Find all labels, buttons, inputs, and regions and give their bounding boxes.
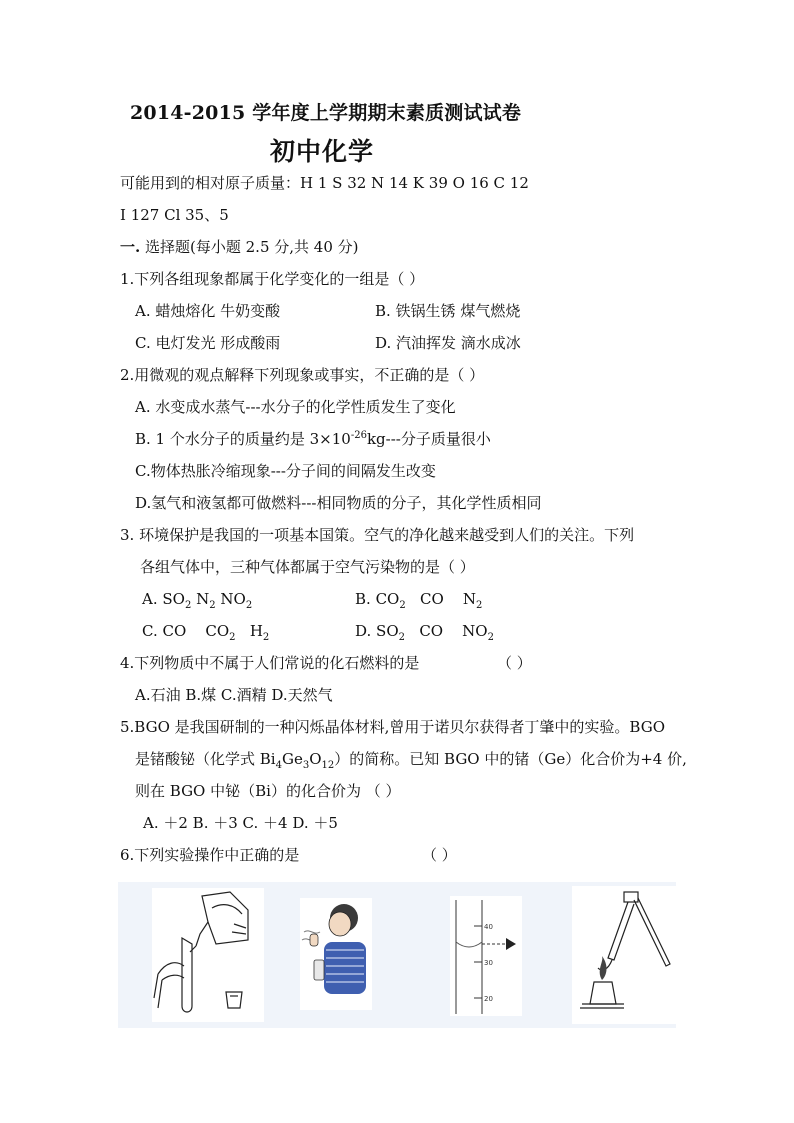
q3-b-label: B. — [355, 590, 371, 608]
q4-stem: 4.下列物质中不属于人们常说的化石燃料的是 — [120, 654, 420, 672]
q3-b-sub-3: 2 — [476, 600, 483, 611]
q3-c-formula-2: CO — [205, 622, 230, 640]
q3-d-sub-1: 2 — [398, 632, 405, 643]
q1-stem: 1.下列各组现象都属于化学变化的一组是（ ） — [120, 270, 425, 288]
q2-option-a: A. 水变成水蒸气---水分子的化学性质发生了变化 — [135, 398, 456, 416]
q3-option-d — [355, 622, 494, 643]
q5-ge: Ge — [281, 750, 303, 768]
q6-figure-strip — [118, 882, 676, 1028]
q3-c-formula-1: CO — [162, 622, 187, 640]
q6-answer-paren: （ ） — [422, 846, 457, 864]
q3-d-formula-1: SO — [376, 622, 399, 640]
q3-option-c — [142, 622, 269, 643]
q5-sub-o: 12 — [321, 760, 335, 771]
q3-d-formula-3: NO — [462, 622, 488, 640]
q2-option-b-text: B. 1 个水分子的质量约是 3×10 — [135, 430, 351, 448]
q3-d-sub-3: 2 — [487, 632, 494, 643]
q3-b-sub-1: 2 — [399, 600, 406, 611]
q3-a-formula-2: N — [196, 590, 210, 608]
q2-option-d: D.氢气和液氢都可做燃料---相同物质的分子，其化学性质相同 — [135, 494, 542, 512]
q1-option-b: B. 铁锅生锈 煤气燃烧 — [375, 302, 521, 320]
figure-heating-tube — [572, 886, 676, 1024]
q2-option-b-rest: kg---分子质量很小 — [366, 430, 491, 448]
q3-option-a — [142, 590, 252, 611]
q4-answer-paren: （ ） — [497, 654, 532, 672]
q3-a-sub-3: 2 — [245, 600, 253, 611]
q3-option-b — [355, 590, 482, 611]
q2-exponent: -26 — [350, 430, 367, 441]
q6-stem: 6.下列实验操作中正确的是 — [120, 846, 300, 864]
q3-c-sub-3: 2 — [262, 632, 270, 643]
q3-a-sub-2: 2 — [209, 600, 216, 611]
figure-pouring-liquid — [152, 888, 264, 1022]
scale-label-20: 20 — [484, 995, 493, 1003]
q5-options: A. ＋2 B. ＋3 C. ＋4 D. ＋5 — [143, 814, 338, 832]
q3-a-formula-3: NO — [220, 590, 246, 608]
section-heading — [120, 236, 359, 257]
exam-subtitle: 初中化学 — [270, 137, 375, 166]
section-number: 一. — [120, 238, 141, 256]
q3-b-formula-3: N — [462, 590, 477, 608]
atomic-mass-line-2: I 127 Cl 35、5 — [120, 206, 229, 224]
figure-reading-cylinder — [450, 896, 522, 1016]
q2-option-c: C.物体热胀冷缩现象---分子间的间隔发生改变 — [135, 462, 436, 480]
scale-label-30: 30 — [484, 959, 493, 967]
scale-label-40: 40 — [484, 923, 493, 931]
q3-c-label: C. — [142, 622, 158, 640]
q1-option-d: D. 汽油挥发 滴水成冰 — [375, 334, 521, 352]
figure-smelling-gas — [300, 898, 372, 1010]
q3-stem-line-1: 3. 环境保护是我国的一项基本国策。空气的净化越来越受到人们的关注。下列 — [120, 526, 635, 544]
q3-stem-line-2: 各组气体中，三种气体都属于空气污染物的是（ ） — [140, 558, 475, 576]
q5-line-2 — [135, 748, 687, 771]
q3-c-formula-3: H — [249, 622, 263, 640]
q5-line-2-text: 是锗酸铋（化学式 Bi — [135, 750, 276, 768]
q5-line-3: 则在 BGO 中铋（Bi）的化合价为 （ ） — [135, 782, 401, 800]
exam-title: 2014-2015 学年度上学期期末素质测试试卷 — [130, 102, 522, 124]
q4-options: A.石油 B.煤 C.酒精 D.天然气 — [135, 686, 333, 704]
q5-sub-bi: 4 — [275, 760, 282, 771]
q3-d-formula-2: CO — [419, 622, 444, 640]
q5-line-1: 5.BGO 是我国研制的一种闪烁晶体材料,曾用于诺贝尔获得者丁肇中的实验。BGO — [120, 718, 666, 736]
atomic-mass-line-1: 可能用到的相对原子质量：H 1 S 32 N 14 K 39 O 16 C 12 — [120, 174, 529, 192]
q1-option-c: C. 电灯发光 形成酸雨 — [135, 334, 281, 352]
q3-a-formula-1: SO — [162, 590, 185, 608]
q3-d-label: D. — [355, 622, 372, 640]
section-label: 选择题(每小题 2.5 分,共 40 分) — [145, 238, 359, 256]
q3-b-formula-2: CO — [420, 590, 444, 608]
q3-a-sub-1: 2 — [184, 600, 192, 611]
q2-stem: 2.用微观的观点解释下列现象或事实，不正确的是（ ） — [120, 366, 485, 384]
q1-option-a: A. 蜡烛熔化 牛奶变酸 — [135, 302, 281, 320]
q5-o: O — [309, 750, 322, 768]
q5-line-2-rest: ）的简称。已知 BGO 中的锗（Ge）化合价为+4 价, — [334, 750, 687, 768]
q2-option-b — [135, 428, 491, 449]
q3-a-label: A. — [142, 590, 158, 608]
q3-b-formula-1: CO — [375, 590, 400, 608]
q3-c-sub-2: 2 — [229, 632, 236, 643]
q5-sub-ge: 3 — [302, 760, 310, 771]
